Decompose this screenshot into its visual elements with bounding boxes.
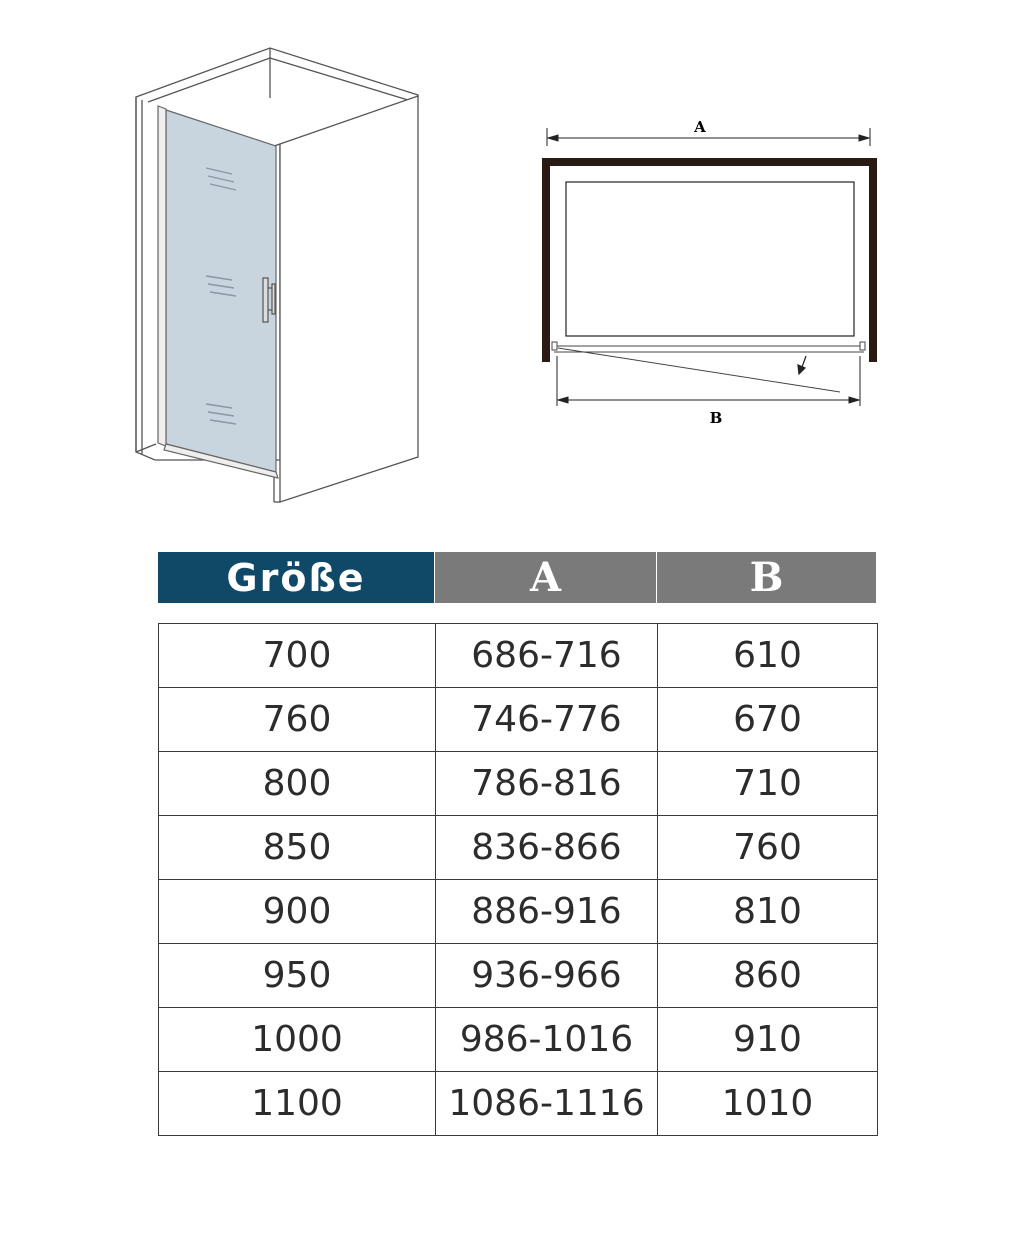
cell-b: 1010 [658, 1072, 878, 1136]
table-row [159, 1072, 878, 1136]
swing-arrow-icon [798, 356, 806, 374]
dimension-a-label: A [694, 118, 706, 136]
shower-tray [566, 182, 854, 336]
header-b: B [657, 552, 876, 603]
dimension-b-label: B [709, 409, 723, 427]
size-table [158, 552, 876, 1136]
cell-size: 760 [159, 688, 436, 752]
right-wall [280, 96, 418, 502]
cell-b: 810 [658, 880, 878, 944]
table-row [159, 880, 878, 944]
cell-a: 986-1016 [436, 1008, 658, 1072]
header-a: A [435, 552, 656, 603]
plan-view-diagram [530, 110, 890, 440]
cell-a: 836-866 [436, 816, 658, 880]
cell-a: 1086-1116 [436, 1072, 658, 1136]
cell-size: 800 [159, 752, 436, 816]
cell-size: 1100 [159, 1072, 436, 1136]
shower-door-illustration [120, 40, 430, 510]
table-row [159, 816, 878, 880]
cell-a: 686-716 [436, 624, 658, 688]
cell-b: 860 [658, 944, 878, 1008]
table-header [158, 552, 876, 603]
header-size: Größe [158, 552, 434, 603]
cell-a: 786-816 [436, 752, 658, 816]
table-row [159, 944, 878, 1008]
glass-door [166, 110, 276, 472]
cell-size: 900 [159, 880, 436, 944]
table-row [159, 1008, 878, 1072]
cell-b: 760 [658, 816, 878, 880]
cell-b: 910 [658, 1008, 878, 1072]
table-body [158, 623, 878, 1136]
cell-size: 850 [159, 816, 436, 880]
cell-a: 746-776 [436, 688, 658, 752]
table-row [159, 688, 878, 752]
table-row [159, 752, 878, 816]
table-row [159, 624, 878, 688]
cell-size: 950 [159, 944, 436, 1008]
cell-size: 700 [159, 624, 436, 688]
door-hinge-profile [158, 106, 166, 446]
cell-a: 936-966 [436, 944, 658, 1008]
dimension-a-line [547, 128, 870, 146]
cell-b: 670 [658, 688, 878, 752]
cell-b: 710 [658, 752, 878, 816]
dimension-b-line [557, 356, 860, 406]
cell-a: 886-916 [436, 880, 658, 944]
cell-size: 1000 [159, 1008, 436, 1072]
door-swing-line [558, 348, 840, 392]
cell-b: 610 [658, 624, 878, 688]
